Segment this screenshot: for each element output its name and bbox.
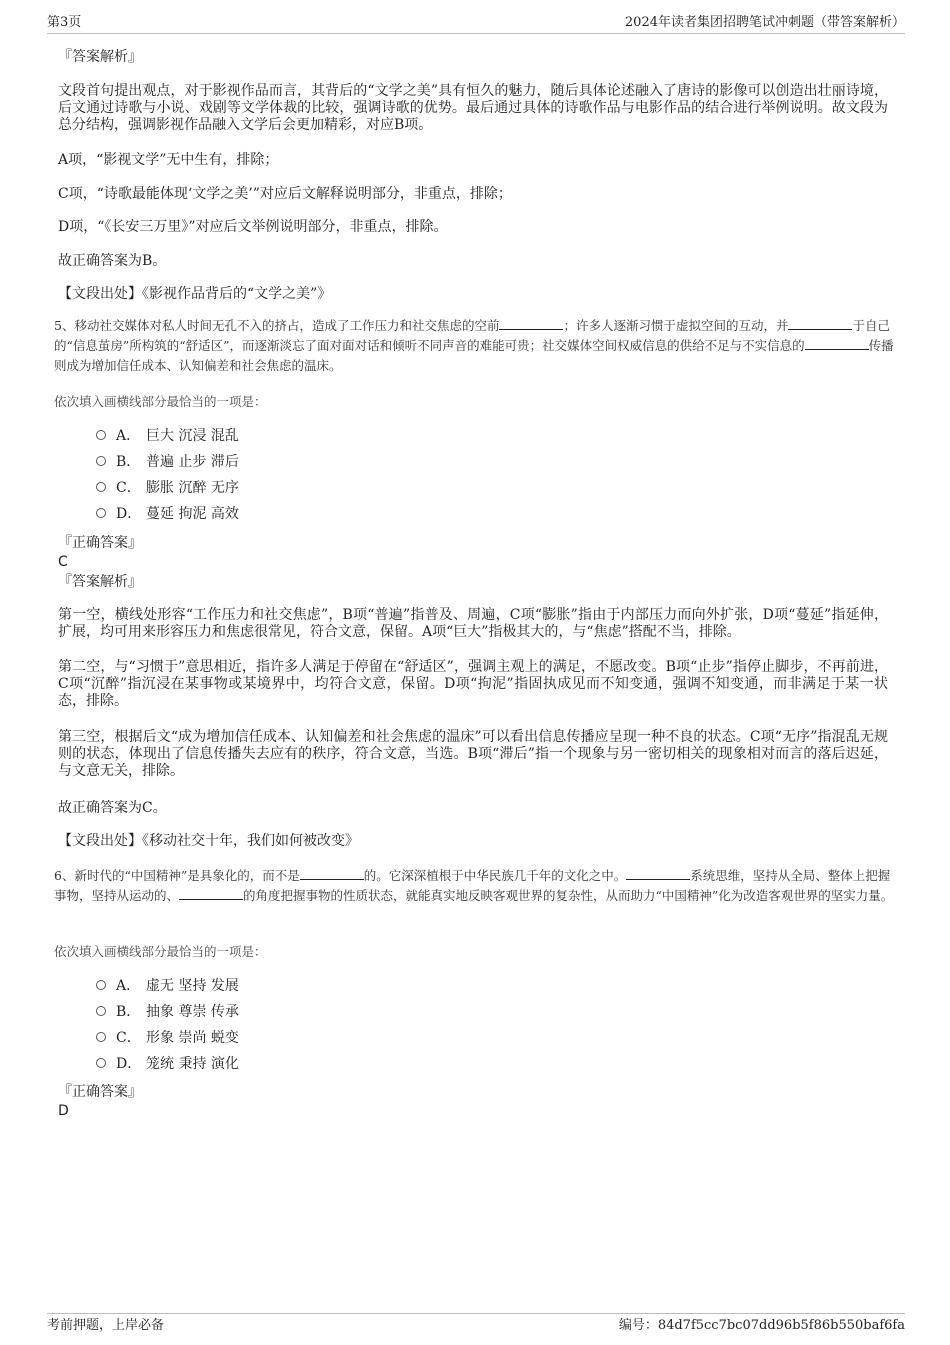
q6-correct-label: 『正确答案』	[58, 1084, 142, 1100]
q5-option-b[interactable]	[96, 451, 239, 473]
q4-analysis-label: 『答案解析』	[58, 49, 142, 65]
q6-text-2: 的。它深深植根于中华民族几千年的文化之中。	[363, 868, 627, 883]
q6-blank-3	[179, 887, 243, 900]
q5-prompt: 依次填入画横线部分最恰当的一项是：	[54, 394, 267, 409]
q6-correct-answer: D	[58, 1103, 69, 1119]
q5-question-text	[54, 316, 894, 376]
radio-icon[interactable]	[96, 1058, 106, 1068]
q6-text-1: 6、新时代的“中国精神”是具象化的，而不是	[54, 868, 300, 883]
option-letter: D．	[116, 1056, 142, 1072]
q4-option-d-note: D项，“《长安三万里》”对应后文举例说明部分，非重点，排除。	[58, 219, 448, 235]
page-number: 第3页	[47, 15, 82, 30]
document-title: 2024年读者集团招聘笔试冲刺题（带答案解析）	[624, 15, 905, 30]
option-letter: B．	[116, 454, 141, 470]
option-letter: B．	[116, 1004, 141, 1020]
option-text: 巨大 沉浸 混乱	[146, 428, 239, 444]
option-letter: A．	[116, 978, 141, 994]
q4-source: 【文段出处】《影视作品背后的“文学之美”》	[58, 286, 332, 302]
q6-question-text	[54, 866, 894, 906]
q5-blank-1	[499, 317, 563, 330]
radio-icon[interactable]	[96, 980, 106, 990]
option-text: 形象 崇尚 蜕变	[146, 1030, 239, 1046]
q4-conclusion: 故正确答案为B。	[58, 253, 167, 269]
footer-slogan: 考前押题，上岸必备	[47, 1318, 165, 1333]
page-header	[47, 15, 905, 34]
q4-analysis-paragraph: 文段首句提出观点，对于影视作品而言，其背后的“文学之美”具有恒久的魅力，随后具体论述融入了唐诗的影像可以创造出壮丽诗境，后文通过诗歌与小说、戏剧等文学体裁的比较，强调诗歌的优势。最后通过具体的诗歌作品与电影作品的结合进行举例说明。故文段为总分结构，强调影视作品融入文学后会更加精彩，对应B项。	[58, 83, 888, 133]
radio-icon[interactable]	[96, 1032, 106, 1042]
radio-icon[interactable]	[96, 1006, 106, 1016]
option-letter: C．	[116, 480, 141, 496]
option-text: 膨胀 沉醉 无序	[146, 480, 239, 496]
page-footer	[47, 1313, 905, 1334]
q5-analysis-paragraph-1: 第一空，横线处形容“工作压力和社交焦虑”，B项“普遍”指普及、周遍，C项“膨胀”指由于内部压力而向外扩张，D项“蔓延”指延伸，扩展，均可用来形容压力和焦虑很常见，符合文意，保留。A项“巨大”指极其大的，与“焦虑”搭配不当，排除。	[58, 607, 888, 640]
q6-option-b[interactable]	[96, 1001, 239, 1023]
q5-option-c[interactable]	[96, 477, 239, 499]
option-text: 蔓延 拘泥 高效	[146, 506, 239, 522]
q5-text-2: ；许多人逐渐习惯于虚拟空间的互动，并	[563, 318, 789, 333]
radio-icon[interactable]	[96, 482, 106, 492]
document-id: 编号：84d7f5cc7bc07dd96b5f86b550baf6fa	[618, 1318, 905, 1333]
q5-analysis-paragraph-3: 第三空，根据后文“成为增加信任成本、认知偏差和社会焦虑的温床”可以看出信息传播应呈现一种不良的状态。C项“无序”指混乱无规则的状态，体现出了信息传播失去应有的秩序，符合文意，当选。B项“滞后”指一个现象与另一密切相关的现象相对而言的落后迟延，与文意无关，排除。	[58, 729, 888, 779]
option-letter: D．	[116, 506, 142, 522]
option-text: 抽象 尊崇 传承	[146, 1004, 239, 1020]
option-text: 普遍 止步 滞后	[146, 454, 239, 470]
q4-option-a-note: A项，“影视文学”无中生有，排除；	[58, 152, 279, 168]
radio-icon[interactable]	[96, 456, 106, 466]
q6-blank-1	[300, 867, 364, 880]
q5-option-a[interactable]	[96, 425, 239, 447]
q5-option-d[interactable]	[96, 503, 239, 525]
q5-correct-label: 『正确答案』	[58, 535, 142, 551]
radio-icon[interactable]	[96, 508, 106, 518]
q6-text-4: 的角度把握事物的性质状态，就能真实地反映客观世界的复杂性，从而助力“中国精神”化为改造客观世界的坚实力量。	[243, 888, 894, 903]
q6-option-a[interactable]	[96, 975, 239, 997]
option-letter: C．	[116, 1030, 141, 1046]
q5-correct-answer: C	[58, 554, 68, 570]
radio-icon[interactable]	[96, 430, 106, 440]
q5-text-3: 于自己的“信息茧房”所构筑的“舒适区”，而逐渐淡忘了面对面对话和倾听不同声音的难能可贵；社交媒体空间权威信息的供给不足与不实信息的	[54, 318, 890, 353]
q4-option-c-note: C项，“诗歌最能体现‘文学之美’”对应后文解释说明部分，非重点，排除；	[58, 186, 512, 202]
q5-conclusion: 故正确答案为C。	[58, 800, 167, 816]
q5-blank-2	[788, 317, 852, 330]
q5-text-4: 传播则成为增加信任成本、认知偏差和社会焦虑的温床。	[54, 338, 894, 373]
q6-prompt: 依次填入画横线部分最恰当的一项是：	[54, 944, 267, 959]
q5-source: 【文段出处】《移动社交十年，我们如何被改变》	[58, 833, 359, 849]
q5-text-1: 5、移动社交媒体对私人时间无孔不入的挤占，造成了工作压力和社交焦虑的空前	[54, 318, 500, 333]
q6-option-d[interactable]	[96, 1053, 239, 1075]
q6-blank-2	[626, 867, 690, 880]
q5-blank-3	[805, 337, 869, 350]
option-text: 虚无 坚持 发展	[146, 978, 239, 994]
option-text: 笼统 秉持 演化	[146, 1056, 239, 1072]
q5-analysis-label: 『答案解析』	[58, 574, 142, 590]
q5-analysis-paragraph-2: 第二空，与“习惯于”意思相近，指许多人满足于停留在“舒适区”，强调主观上的满足，不愿改变。B项“止步”指停止脚步，不再前进，C项“沉醉”指沉浸在某事物或某境界中，均符合文意，保留。D项“拘泥”指固执成见而不知变通，强调不知变通，而非满足于某一状态，排除。	[58, 659, 888, 709]
q6-text-3: 系统思维，坚持从全局、整体上把握事物，坚持从运动的、	[54, 868, 891, 903]
option-letter: A．	[116, 428, 141, 444]
q6-option-c[interactable]	[96, 1027, 239, 1049]
